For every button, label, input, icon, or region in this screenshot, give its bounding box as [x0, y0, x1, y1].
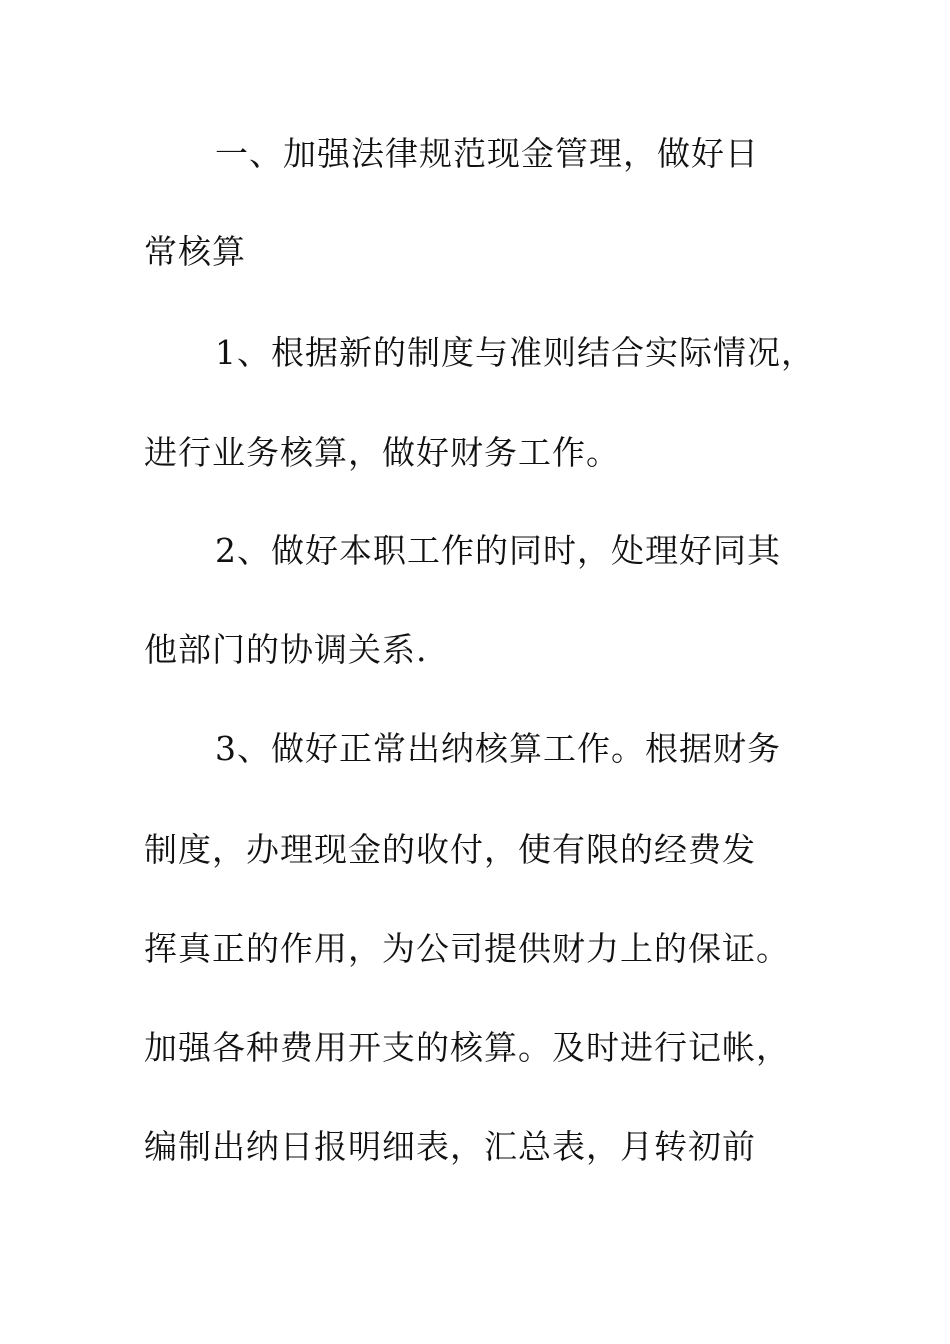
paragraph-3-line-1: 3、做好正常出纳核算工作。根据财务	[215, 729, 781, 768]
paragraph-3-line-3: 挥真正的作用，为公司提供财力上的保证。	[144, 929, 790, 968]
paragraph-1-line-2: 进行业务核算，做好财务工作。	[144, 433, 620, 472]
paragraph-3-line-2: 制度，办理现金的收付，使有限的经费发	[144, 830, 756, 869]
paragraph-1-line-1: 1、根据新的制度与准则结合实际情况，	[215, 333, 815, 372]
paragraph-2-line-2: 他部门的协调关系.	[144, 630, 428, 669]
paragraph-3-line-5: 编制出纳日报明细表，汇总表，月转初前	[144, 1127, 756, 1166]
section-heading-line-1: 一、加强法律规范现金管理，做好日	[215, 134, 759, 173]
paragraph-3-line-4: 加强各种费用开支的核算。及时进行记帐，	[144, 1028, 790, 1067]
section-heading-line-2: 常核算	[144, 232, 246, 271]
paragraph-2-line-1: 2、做好本职工作的同时，处理好同其	[215, 531, 781, 570]
